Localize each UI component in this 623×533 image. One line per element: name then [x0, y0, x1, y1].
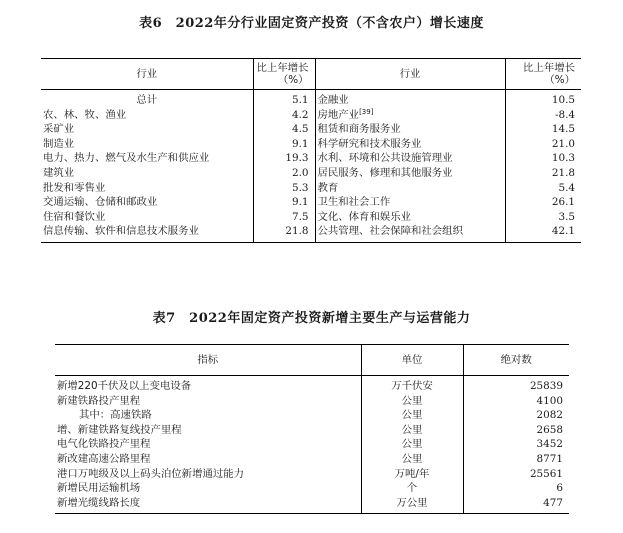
industry-name-right-text: 教育 [317, 181, 339, 194]
table-row [41, 195, 581, 210]
growth-value-right: 3.5 [505, 210, 581, 225]
industry-name-right-text: 水利、环境和公共设施管理业 [317, 152, 453, 165]
indicator-unit: 万吨/年 [361, 467, 463, 482]
growth-value-right: 10.5 [505, 90, 581, 108]
growth-value-left: 5.3 [253, 181, 315, 196]
indicator-value: 25561 [463, 467, 569, 482]
industry-name-right-text: 公共管理、社会保障和社会组织 [317, 225, 463, 238]
indicator-value: 8771 [463, 452, 569, 467]
industry-name-left: 住宿和餐饮业 [43, 210, 106, 223]
indicator-name: 新增光缆线路长度 [57, 496, 141, 509]
header-growth-left-line2: （%） [277, 74, 309, 86]
industry-name-left: 总计 [136, 94, 158, 106]
indicator-value: 25839 [463, 376, 569, 394]
table-row [41, 122, 581, 137]
growth-value-left: 4.2 [253, 108, 315, 123]
indicator-unit: 公里 [361, 394, 463, 409]
growth-value-left: 2.0 [253, 166, 315, 181]
indicator-value: 477 [463, 496, 569, 514]
table-row [41, 224, 581, 242]
table-row [41, 108, 581, 123]
indicator-name: 港口万吨级及以上码头泊位新增通过能力 [57, 467, 245, 480]
indicator-unit: 公里 [361, 423, 463, 438]
indicator-unit: 公里 [361, 437, 463, 452]
indicator-value: 2658 [463, 423, 569, 438]
indicator-name: 新增220千伏及以上变电设备 [57, 380, 192, 392]
table6-title: 表6 2022年分行业固定资产投资（不含农户）增长速度 [139, 16, 484, 31]
header-industry-right: 行业 [315, 59, 505, 90]
header-growth-right [505, 59, 581, 90]
industry-name-right [315, 151, 505, 166]
header-growth-right-line1: 比上年增长 [523, 62, 575, 74]
header-indicator: 指标 [55, 345, 361, 376]
table-row [41, 151, 581, 166]
indicator-unit: 万公里 [361, 496, 463, 514]
table-row [55, 376, 569, 394]
header-growth-left [253, 59, 315, 90]
table-row [55, 467, 569, 482]
industry-name-right-text: 卫生和社会工作 [317, 196, 391, 209]
table-row [55, 481, 569, 496]
growth-value-left: 19.3 [253, 151, 315, 166]
industry-name-right-text: 文化、体育和娱乐业 [317, 210, 412, 223]
table6-header-row [41, 59, 581, 90]
growth-value-right: -8.4 [505, 108, 581, 123]
industry-name-left: 电力、热力、燃气及水生产和供应业 [43, 152, 210, 165]
industry-name-right [315, 137, 505, 152]
table-row [55, 408, 569, 423]
growth-value-left: 9.1 [253, 137, 315, 152]
growth-value-left: 4.5 [253, 122, 315, 137]
indicator-value: 4100 [463, 394, 569, 409]
industry-name-right [315, 166, 505, 181]
industry-name-left: 建筑业 [43, 166, 75, 179]
industry-name-right-text: 金融业 [317, 94, 349, 106]
indicator-name: 电气化铁路投产里程 [57, 438, 151, 451]
industry-name-left: 采矿业 [43, 123, 75, 136]
indicator-value: 2082 [463, 408, 569, 423]
growth-value-left: 21.8 [253, 224, 315, 242]
table7-body [55, 376, 569, 514]
industry-name-right [315, 210, 505, 225]
table-row [55, 452, 569, 467]
industry-name-right [315, 181, 505, 196]
indicator-unit: 万千伏安 [361, 376, 463, 394]
industry-name-right [315, 90, 505, 108]
industry-name-right-text: 居民服务、修理和其他服务业 [317, 166, 453, 179]
indicator-name: 增、新建铁路复线投产里程 [57, 423, 182, 436]
indicator-name: 新建铁路投产里程 [57, 394, 141, 407]
table-row [41, 137, 581, 152]
growth-value-left: 5.1 [253, 90, 315, 108]
indicator-name: 新增民用运输机场 [57, 482, 141, 495]
growth-value-right: 10.3 [505, 151, 581, 166]
industry-name-right-text: 租赁和商务服务业 [317, 123, 401, 136]
industry-name-right [315, 122, 505, 137]
header-industry-left: 行业 [41, 59, 253, 90]
industry-name-left: 农、林、牧、渔业 [43, 108, 127, 121]
header-absolute: 绝对数 [463, 345, 569, 376]
indicator-unit: 个 [361, 481, 463, 496]
growth-value-right: 5.4 [505, 181, 581, 196]
industry-name-right [315, 108, 505, 123]
growth-value-right: 26.1 [505, 195, 581, 210]
indicator-name: 新改建高速公路里程 [57, 452, 151, 465]
industry-name-left: 批发和零售业 [43, 181, 106, 194]
industry-name-right [315, 195, 505, 210]
industry-name-right [315, 224, 505, 242]
indicator-value: 6 [463, 481, 569, 496]
indicator-unit: 公里 [361, 408, 463, 423]
industry-investment-growth-table [41, 58, 581, 243]
industry-name-right-text: 房地产业 [317, 108, 360, 121]
indicator-unit: 公里 [361, 452, 463, 467]
table-row [41, 181, 581, 196]
table-row [41, 90, 581, 108]
industry-name-left: 制造业 [43, 137, 75, 150]
table-row [55, 496, 569, 514]
growth-value-left: 7.5 [253, 210, 315, 225]
table7-title: 表7 2022年固定资产投资新增主要生产与运营能力 [152, 311, 471, 326]
growth-value-right: 42.1 [505, 224, 581, 242]
table-row [55, 437, 569, 452]
growth-value-right: 21.8 [505, 166, 581, 181]
header-unit: 单位 [361, 345, 463, 376]
footnote-ref: [39] [359, 107, 374, 116]
header-growth-left-line1: 比上年增长 [256, 62, 309, 74]
table-row [55, 394, 569, 409]
industry-name-right-text: 科学研究和技术服务业 [317, 137, 422, 150]
table-row [41, 210, 581, 225]
growth-value-left: 9.1 [253, 195, 315, 210]
growth-value-right: 14.5 [505, 122, 581, 137]
header-growth-right-line2: （%） [544, 74, 575, 86]
growth-value-right: 21.0 [505, 137, 581, 152]
table7-header-row [55, 345, 569, 376]
industry-name-left: 交通运输、仓储和邮政业 [43, 196, 158, 209]
new-capacity-table [55, 344, 569, 514]
table6-body [41, 90, 581, 243]
indicator-name: 其中：高速铁路 [79, 409, 152, 422]
industry-name-left: 信息传输、软件和信息技术服务业 [43, 225, 199, 238]
table-row [55, 423, 569, 438]
table-row [41, 166, 581, 181]
indicator-value: 3452 [463, 437, 569, 452]
